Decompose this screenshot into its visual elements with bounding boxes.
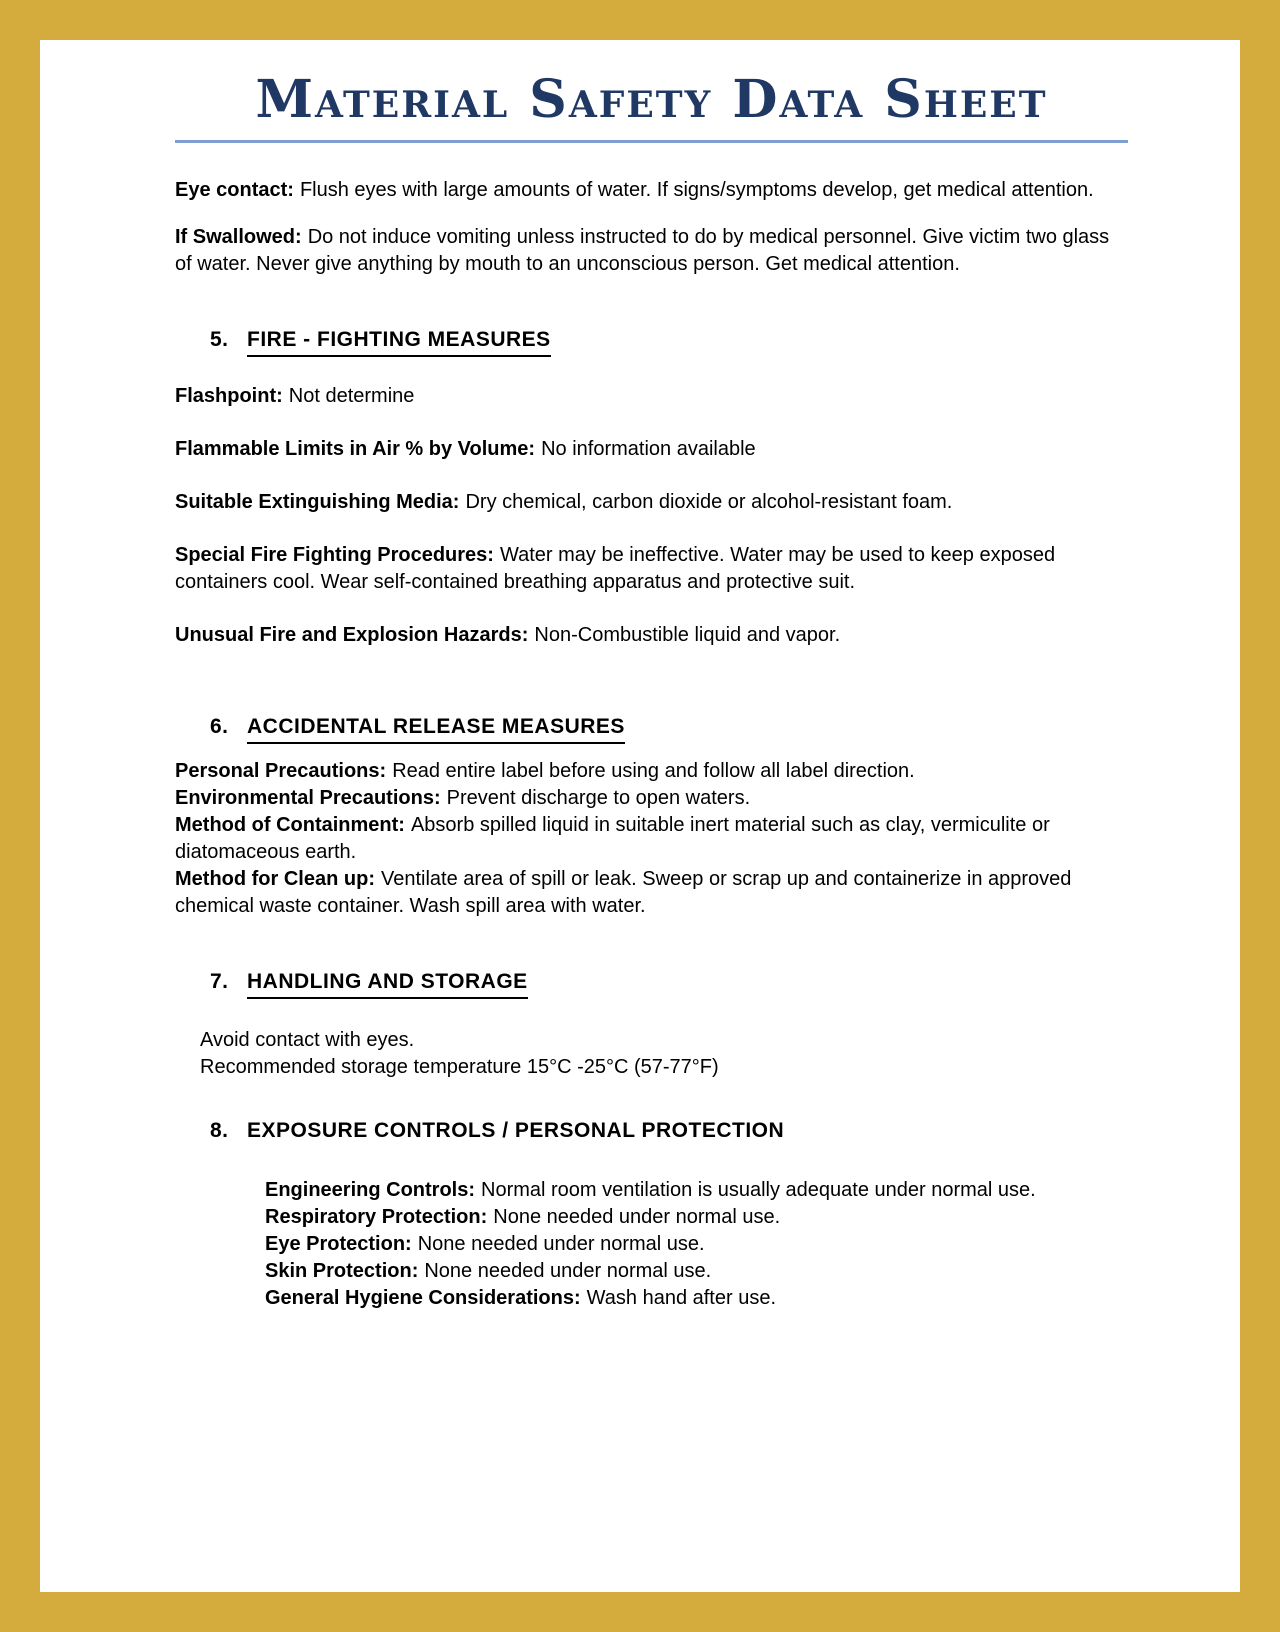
if-swallowed-paragraph (175, 224, 1128, 278)
eye-contact-paragraph (175, 177, 1128, 204)
eye-contact-label: Eye contact: (175, 179, 294, 201)
respiratory-protection-paragraph (265, 1204, 1128, 1231)
avoid-contact-line: Avoid contact with eyes. (200, 1029, 415, 1051)
engineering-controls-paragraph (265, 1177, 1128, 1204)
section-7-title: HANDLING AND STORAGE (247, 968, 528, 999)
section-5-heading (210, 326, 1128, 357)
section-8-title: EXPOSURE CONTROLS / PERSONAL PROTECTION (247, 1119, 785, 1142)
explosion-hazards-paragraph (175, 622, 1128, 649)
skin-protection-label: Skin Protection: (265, 1260, 419, 1282)
flammable-limits-paragraph (175, 436, 1128, 463)
section-6-title: ACCIDENTAL RELEASE MEASURES (247, 713, 625, 744)
environmental-precautions-paragraph (175, 785, 1128, 812)
flashpoint-text: Not determine (288, 385, 415, 407)
flammable-limits-label: Flammable Limits in Air % by Volume: (175, 438, 536, 460)
containment-method-paragraph (175, 812, 1128, 866)
document-page (40, 40, 1240, 1592)
document-content (175, 70, 1128, 1312)
explosion-hazards-label: Unusual Fire and Explosion Hazards: (175, 624, 529, 646)
flashpoint-paragraph (175, 383, 1128, 410)
cleanup-method-paragraph (175, 866, 1128, 920)
if-swallowed-text: Do not induce vomiting unless instructed to do by medical personnel. Give victim two glass of water. Never give anything by mouth to an unconscious person. Get medical attention. (175, 226, 1110, 275)
flashpoint-label: Flashpoint: (175, 385, 283, 407)
section-8-heading (210, 1117, 1128, 1145)
engineering-controls-text: Normal room ventilation is usually adequate under normal use. (481, 1179, 1036, 1201)
environmental-precautions-text: Prevent discharge to open waters. (446, 787, 751, 809)
skin-protection-paragraph (265, 1258, 1128, 1285)
accidental-release-block (175, 758, 1128, 920)
section-7-number: 7. (210, 970, 229, 993)
containment-method-label: Method of Containment: (175, 814, 405, 836)
extinguishing-media-paragraph (175, 489, 1128, 516)
respiratory-protection-text: None needed under normal use. (493, 1206, 781, 1228)
cleanup-method-label: Method for Clean up: (175, 868, 375, 890)
handling-storage-block (200, 1027, 1128, 1081)
general-hygiene-label: General Hygiene Considerations: (265, 1287, 581, 1309)
eye-protection-text: None needed under normal use. (417, 1233, 705, 1255)
skin-protection-text: None needed under normal use. (424, 1260, 712, 1282)
personal-precautions-text: Read entire label before using and follow all label direction. (392, 760, 915, 782)
cleanup-method-text: Ventilate area of spill or leak. Sweep or scrap up and containerize in approved chemical waste container. Wash spill area with water. (175, 868, 1072, 917)
environmental-precautions-label: Environmental Precautions: (175, 787, 441, 809)
flammable-limits-text: No information available (541, 438, 756, 460)
section-5-title: FIRE - FIGHTING MEASURES (247, 326, 551, 357)
containment-method-text: Absorb spilled liquid in suitable inert material such as clay, vermiculite or diatomaceous earth. (175, 814, 1050, 863)
section-8-number: 8. (210, 1119, 229, 1142)
fire-procedures-label: Special Fire Fighting Procedures: (175, 544, 494, 566)
eye-contact-text: Flush eyes with large amounts of water. If signs/symptoms develop, get medical attention. (299, 179, 1094, 201)
eye-protection-label: Eye Protection: (265, 1233, 412, 1255)
general-hygiene-paragraph (265, 1285, 1128, 1312)
personal-precautions-paragraph (175, 758, 1128, 785)
section-7-heading (210, 968, 1128, 999)
fire-procedures-paragraph (175, 542, 1128, 596)
extinguishing-media-label: Suitable Extinguishing Media: (175, 491, 460, 513)
personal-precautions-label: Personal Precautions: (175, 760, 387, 782)
eye-protection-paragraph (265, 1231, 1128, 1258)
engineering-controls-label: Engineering Controls: (265, 1179, 475, 1201)
if-swallowed-label: If Swallowed: (175, 226, 302, 248)
respiratory-protection-label: Respiratory Protection: (265, 1206, 488, 1228)
document-title: Material Safety Data Sheet (175, 70, 1128, 143)
general-hygiene-text: Wash hand after use. (586, 1287, 777, 1309)
extinguishing-media-text: Dry chemical, carbon dioxide or alcohol-resistant foam. (465, 491, 953, 513)
storage-temperature-line: Recommended storage temperature 15°C -25°C (57-77°F) (200, 1056, 719, 1078)
exposure-controls-block (265, 1177, 1128, 1312)
section-6-heading (210, 713, 1128, 744)
explosion-hazards-text: Non-Combustible liquid and vapor. (534, 624, 841, 646)
section-6-number: 6. (210, 715, 229, 738)
fire-procedures-text: Water may be ineffective. Water may be used to keep exposed containers cool. Wear self-contained breathing apparatus and protective suit. (175, 544, 1056, 593)
section-5-number: 5. (210, 328, 229, 351)
